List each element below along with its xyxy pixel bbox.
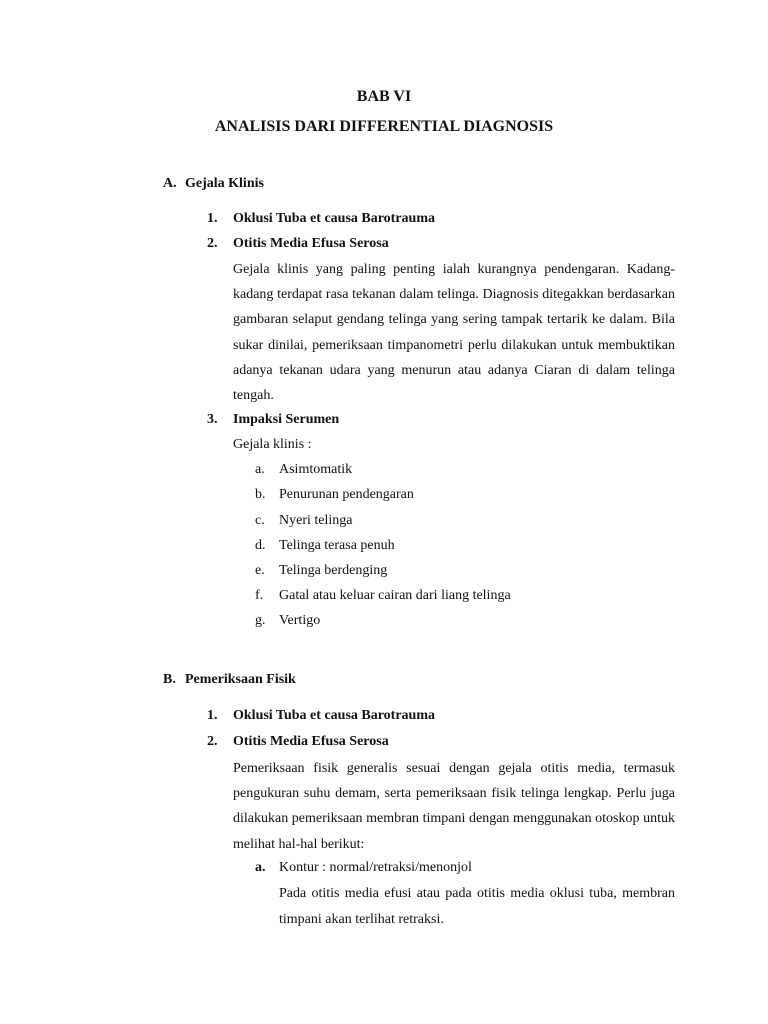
- list-text: Vertigo: [279, 613, 321, 628]
- list-letter: f.: [255, 588, 264, 603]
- item-title: Oklusi Tuba et causa Barotrauma: [233, 708, 436, 723]
- list-letter: g.: [255, 613, 266, 628]
- chapter-title: BAB VI: [356, 88, 412, 105]
- section-b-item-1: [207, 708, 435, 724]
- section-a-item-2: [207, 236, 389, 252]
- list-text: Telinga terasa penuh: [279, 538, 395, 553]
- list-item: [255, 860, 472, 876]
- list-letter: a.: [255, 860, 266, 875]
- list-text: Telinga berdenging: [279, 563, 388, 578]
- list-text: Penurunan pendengaran: [279, 487, 414, 502]
- list-item: [255, 588, 511, 604]
- section-b-title: Pemeriksaan Fisik: [185, 672, 296, 687]
- section-a-item-3: [207, 412, 339, 428]
- list-text: Kontur : normal/retraksi/menonjol: [279, 860, 472, 875]
- item-number: 3.: [207, 412, 218, 427]
- item-title: Oklusi Tuba et causa Barotrauma: [233, 211, 436, 226]
- item-number: 1.: [207, 211, 218, 226]
- item-number: 2.: [207, 734, 218, 749]
- list-item-detail: Pada otitis media efusi atau pada otitis media oklusi tuba, membran timpani akan terlihat retraksi.: [279, 886, 675, 927]
- section-b-letter: B.: [163, 672, 176, 687]
- list-letter: c.: [255, 513, 265, 528]
- list-letter: e.: [255, 563, 265, 578]
- list-item: [255, 462, 352, 478]
- section-b-item-2-paragraph: Pemeriksaan fisik generalis sesuai dengan gejala otitis media, termasuk pengukuran suhu demam, serta pemeriksaan fisik telinga lengkap. Perlu juga dilakukan pemeriksaan membran timpani dengan menggunakan otoskop untuk melihat hal-hal berikut:: [233, 761, 675, 852]
- section-a-item-2-paragraph: Gejala klinis yang paling penting ialah kurangnya pendengaran. Kadang- kadang terdapat rasa tekanan dalam telinga. Diagnosis ditegakkan berdasarkan gambaran selaput gendang telinga yang sering tampak tertarik ke dalam. Bila sukar dinilai, pemeriksaan timpanometri perlu dilakukan untuk membuktikan adanya tekanan udara yang menurun atau adanya Ciaran di dalam telinga tengah.: [233, 262, 675, 404]
- section-a-item-3-intro: Gejala klinis :: [233, 437, 312, 452]
- list-item: [255, 487, 414, 503]
- list-text: Asimtomatik: [279, 462, 353, 477]
- item-number: 1.: [207, 708, 218, 723]
- list-item: [255, 613, 320, 629]
- list-item: [255, 538, 395, 554]
- list-item: [255, 513, 352, 529]
- item-title: Otitis Media Efusa Serosa: [233, 734, 389, 749]
- list-item: [255, 563, 387, 579]
- section-b-heading: [163, 672, 296, 688]
- item-title: Impaksi Serumen: [233, 412, 340, 427]
- list-text: Gatal atau keluar cairan dari liang telinga: [279, 588, 511, 603]
- section-a-item-1: [207, 211, 435, 227]
- item-number: 2.: [207, 236, 218, 251]
- list-text: Nyeri telinga: [279, 513, 353, 528]
- chapter-subtitle: ANALISIS DARI DIFFERENTIAL DIAGNOSIS: [214, 118, 554, 135]
- list-letter: b.: [255, 487, 266, 502]
- section-a-title: Gejala Klinis: [185, 176, 264, 191]
- section-a-letter: A.: [163, 176, 177, 191]
- section-a-heading: [163, 176, 264, 192]
- list-letter: d.: [255, 538, 266, 553]
- list-letter: a.: [255, 462, 265, 477]
- section-b-item-2: [207, 734, 389, 750]
- item-title: Otitis Media Efusa Serosa: [233, 236, 389, 251]
